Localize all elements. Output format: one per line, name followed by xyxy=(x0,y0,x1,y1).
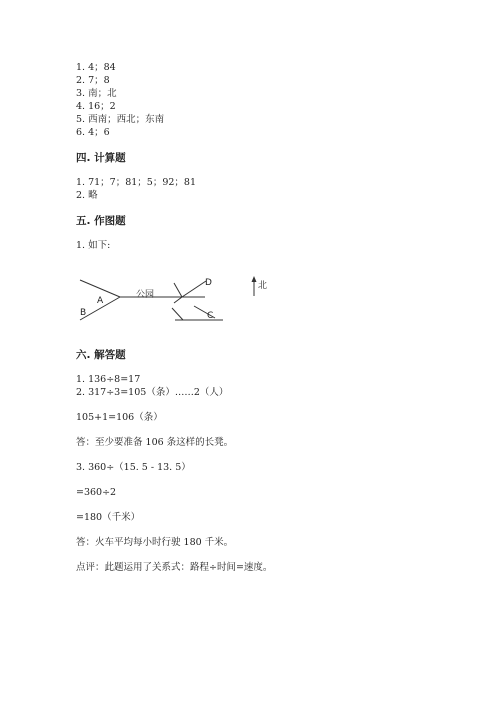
answer-line: 1. 71；7；81；5；92；81 xyxy=(76,177,197,188)
answer-line: =180（千米） xyxy=(76,512,141,523)
figure-line xyxy=(194,306,215,318)
answer-line: 1. 136÷8=17 xyxy=(76,374,141,385)
figure-line xyxy=(172,308,183,320)
figure-line xyxy=(182,281,206,297)
label-c: C xyxy=(207,311,214,321)
answer-line: 答：火车平均每小时行驶 180 千米。 xyxy=(76,537,234,548)
section-heading-drawing: 五. 作图题 xyxy=(76,215,126,227)
answer-line: =360÷2 xyxy=(76,487,117,498)
label-b: B xyxy=(80,308,87,318)
answer-line: 3. 南；北 xyxy=(76,88,117,99)
figure-line xyxy=(174,297,182,303)
answer-line: 2. 略 xyxy=(76,190,98,201)
label-north: 北 xyxy=(258,281,268,291)
figure-line xyxy=(80,297,120,320)
section-heading-calculation: 四. 计算题 xyxy=(76,152,126,164)
section-heading-solutions: 六. 解答题 xyxy=(76,349,126,361)
comment-line: 点评：此题运用了关系式：路程÷时间=速度。 xyxy=(76,562,273,573)
answer-line: 2. 7；8 xyxy=(76,75,110,86)
label-d: D xyxy=(205,278,212,288)
answer-line: 答：至少要准备 106 条这样的长凳。 xyxy=(76,437,234,448)
answer-line: 1. 如下: xyxy=(76,240,111,251)
figure-line xyxy=(80,280,120,297)
label-park: 公园 xyxy=(136,290,155,300)
answer-line: 2. 317÷3=105（条）……2（人） xyxy=(76,387,229,398)
answer-line: 1. 4；84 xyxy=(76,62,116,73)
answer-line: 3. 360÷（15. 5 - 13. 5） xyxy=(76,462,191,473)
north-arrow-head xyxy=(252,276,257,282)
answer-line: 4. 16；2 xyxy=(76,101,116,112)
answer-line: 5. 西南；西北；东南 xyxy=(76,114,165,125)
figure-line xyxy=(174,283,182,297)
answer-line: 6. 4；6 xyxy=(76,127,110,138)
label-a: A xyxy=(97,296,104,306)
answer-line: 105+1=106（条） xyxy=(76,412,163,423)
